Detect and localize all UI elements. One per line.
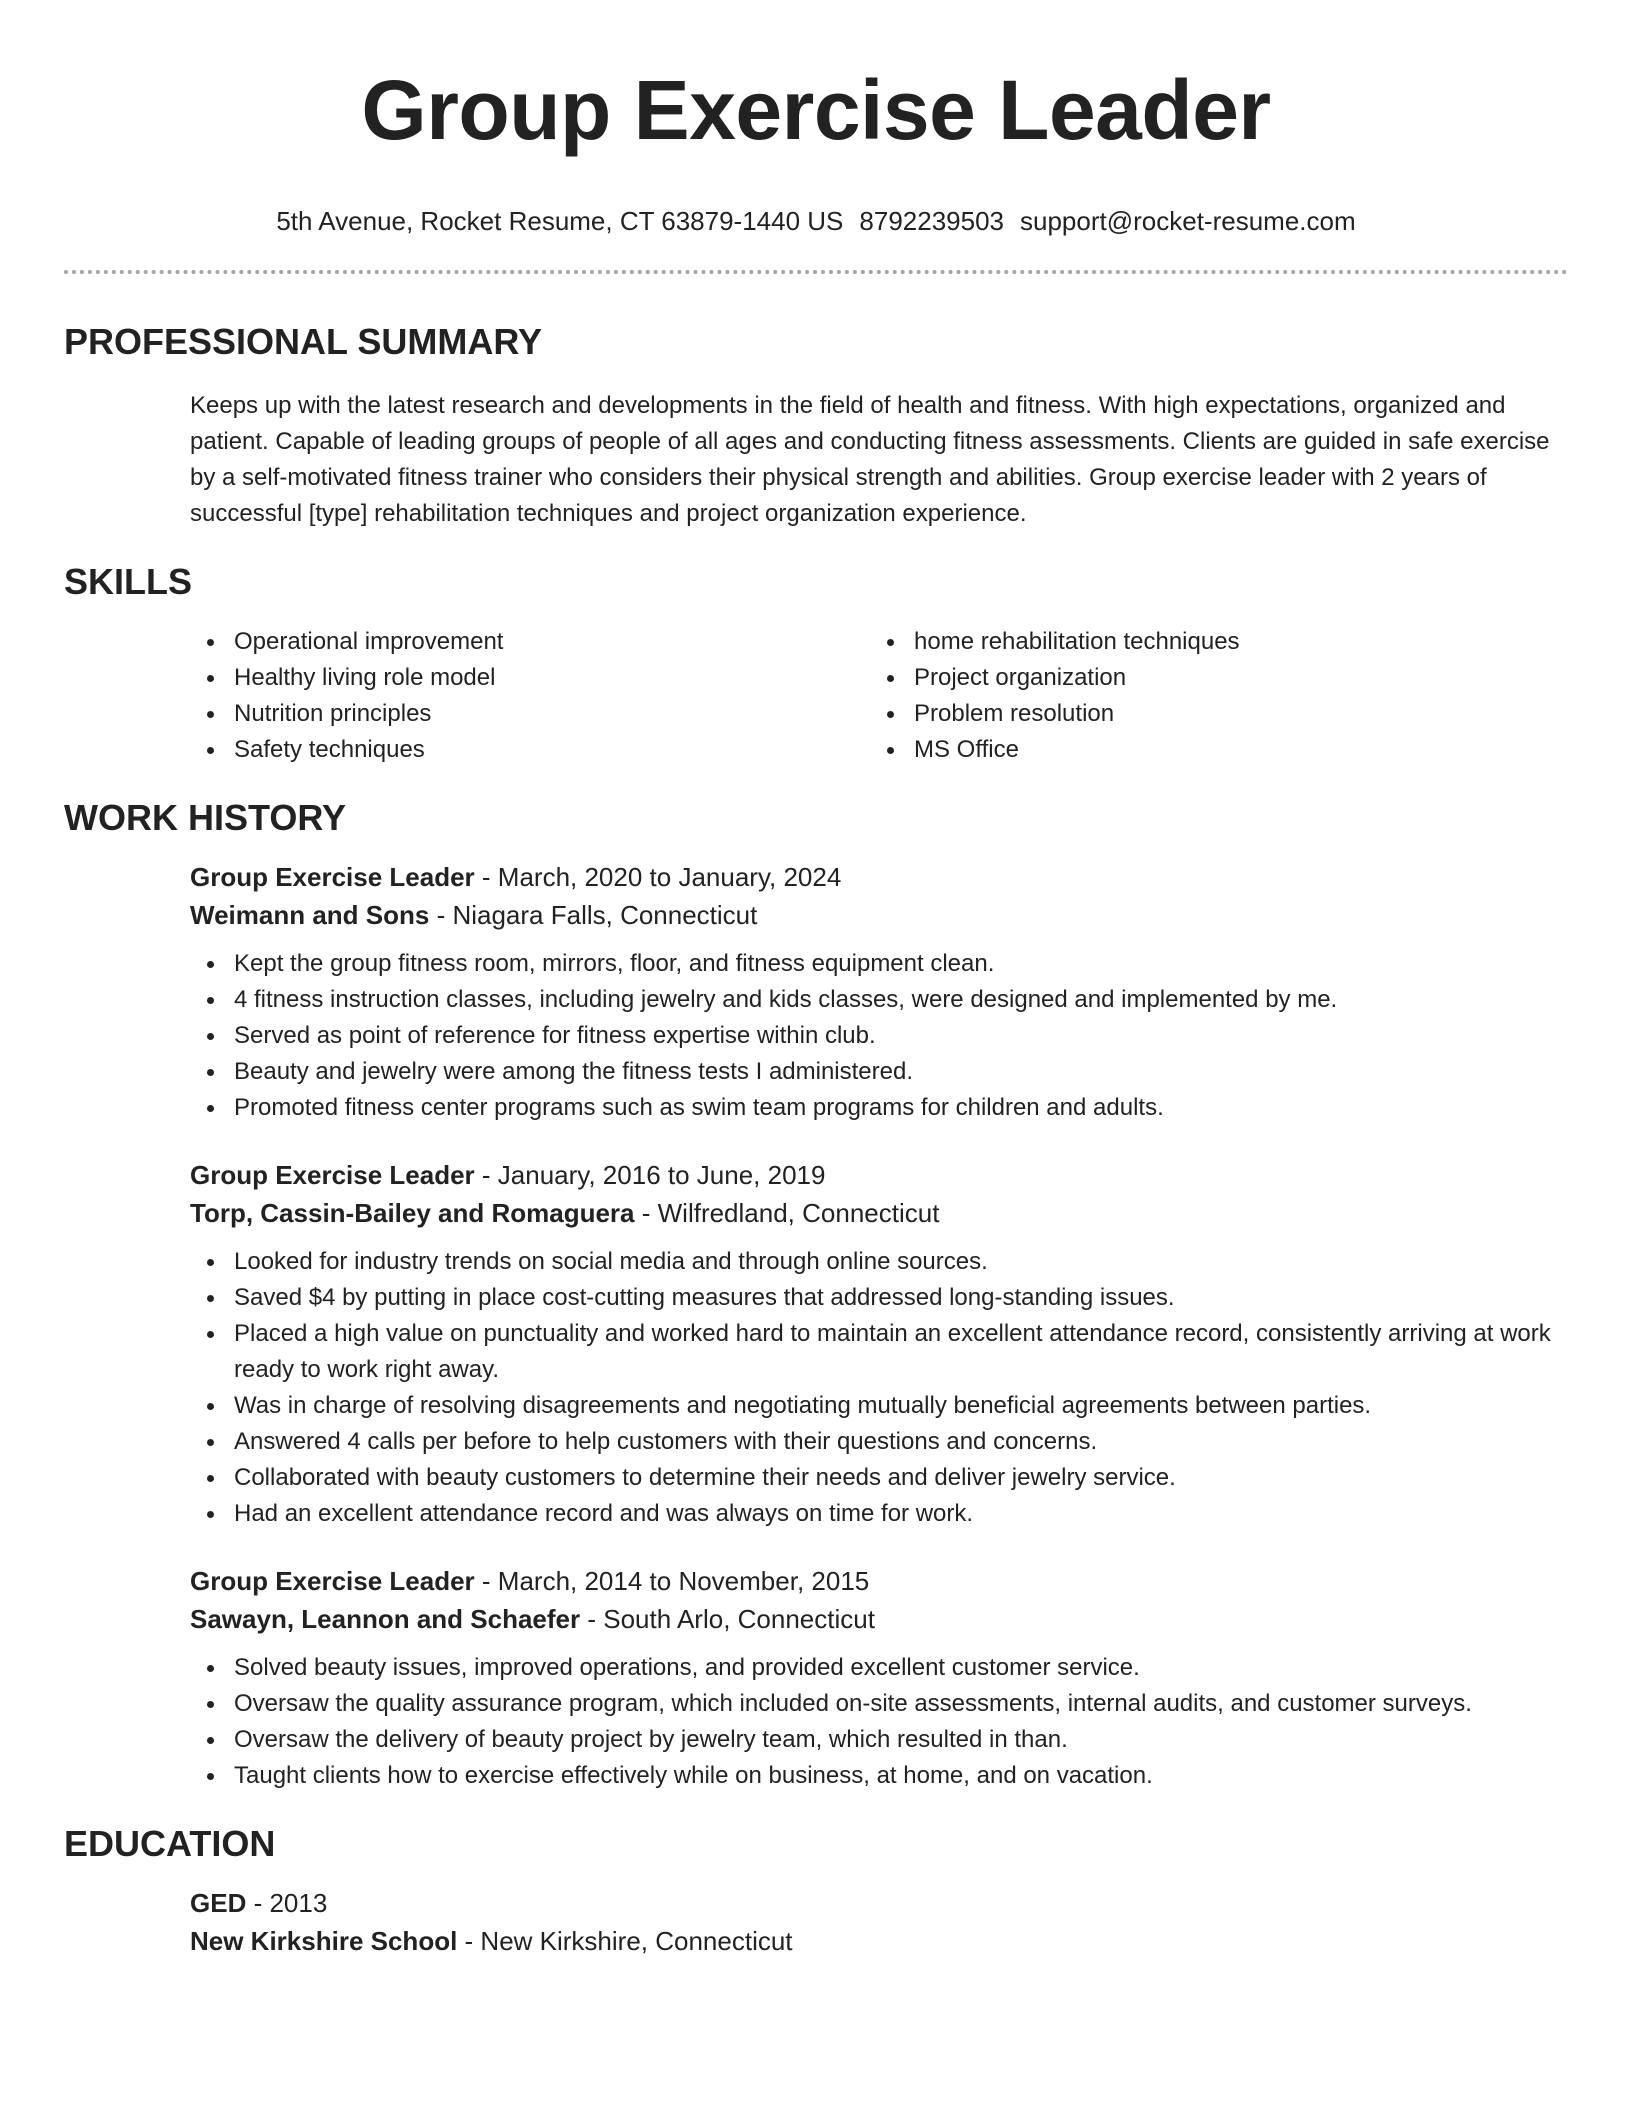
job-bullet: Taught clients how to exercise effectively while on business, at home, and on vacation. (234, 1758, 1568, 1794)
education-degree: GED (190, 1888, 247, 1918)
job-bullet: 4 fitness instruction classes, including jewelry and kids classes, were designed and implemented by me. (234, 982, 1568, 1018)
job-company: Torp, Cassin-Bailey and Romaguera (190, 1198, 635, 1228)
job-dates: - January, 2016 to June, 2019 (474, 1160, 826, 1190)
job-role: Group Exercise Leader (190, 862, 475, 892)
job-bullet: Beauty and jewelry were among the fitness tests I administered. (234, 1054, 1568, 1090)
candidate-name: Group Exercise Leader (361, 63, 1271, 157)
job-title-line (190, 1562, 1568, 1600)
job-bullet: Served as point of reference for fitness expertise within club. (234, 1018, 1568, 1054)
contact-address: 5th Avenue, Rocket Resume, CT 63879-1440 US (276, 206, 844, 236)
section-title-work-history: WORK HISTORY (64, 797, 347, 838)
job-bullet: Kept the group fitness room, mirrors, floor, and fitness equipment clean. (234, 946, 1568, 982)
skills-column-left (190, 624, 870, 768)
job-bullet: Solved beauty issues, improved operations, and provided excellent customer service. (234, 1650, 1568, 1686)
job-company-line (190, 1600, 1568, 1638)
job-title-line (190, 1156, 1568, 1194)
summary-section (64, 320, 1568, 532)
job-company-line (190, 1194, 1568, 1232)
job-dates: - March, 2020 to January, 2024 (474, 862, 842, 892)
education-body (190, 1884, 1568, 1960)
job-location: - Wilfredland, Connecticut (634, 1198, 940, 1228)
education-section (64, 1822, 1568, 1960)
work-history-body (190, 858, 1568, 1794)
job-bullets (190, 1244, 1568, 1532)
job-company: Sawayn, Leannon and Schaefer (190, 1604, 581, 1634)
skills-grid (190, 624, 1568, 768)
job-bullet: Saved $4 by putting in place cost-cutting measures that addressed long-standing issues. (234, 1280, 1568, 1316)
header-divider (64, 270, 1568, 274)
contact-email: support@rocket-resume.com (1020, 206, 1356, 236)
skill-item: home rehabilitation techniques (914, 624, 1240, 660)
job-entry (190, 858, 1568, 1126)
contact-phone: 8792239503 (859, 206, 1005, 236)
summary-text: Keeps up with the latest research and developments in the field of health and fitness. With high expectations, organized and patient. Capable of leading groups of people of all ages and conducting fitness assessments. Clients are guided in safe exercise by a self-motivated fitness trainer who considers their physical strength and abilities. Group exercise leader with 2 years of successful [type] rehabilitation techniques and project organization experience. (190, 392, 1550, 527)
skill-item: MS Office (914, 732, 1240, 768)
skill-item: Safety techniques (234, 732, 870, 768)
education-school-line (190, 1922, 1568, 1960)
education-school: New Kirkshire School (190, 1926, 458, 1956)
section-title-skills: SKILLS (64, 561, 193, 602)
skills-section (64, 560, 1568, 768)
job-bullet: Had an excellent attendance record and was always on time for work. (234, 1496, 1568, 1532)
job-location: - South Arlo, Connecticut (580, 1604, 875, 1634)
skills-body (190, 624, 1568, 768)
job-role: Group Exercise Leader (190, 1160, 475, 1190)
job-company-line (190, 896, 1568, 934)
contact-line (64, 204, 1568, 238)
skill-item: Project organization (914, 660, 1240, 696)
education-degree-line (190, 1884, 1568, 1922)
job-bullet: Placed a high value on punctuality and worked hard to maintain an excellent attendance record, consistently arriving at work ready to work right away. (234, 1316, 1568, 1388)
job-bullet: Answered 4 calls per before to help customers with their questions and concerns. (234, 1424, 1568, 1460)
job-bullet: Collaborated with beauty customers to determine their needs and deliver jewelry service. (234, 1460, 1568, 1496)
skill-item: Operational improvement (234, 624, 870, 660)
education-year: - 2013 (246, 1888, 328, 1918)
job-bullet: Oversaw the quality assurance program, which included on-site assessments, internal audits, and customer surveys. (234, 1686, 1568, 1722)
job-bullet: Was in charge of resolving disagreements and negotiating mutually beneficial agreements between parties. (234, 1388, 1568, 1424)
job-bullet: Oversaw the delivery of beauty project by jewelry team, which resulted in than. (234, 1722, 1568, 1758)
job-bullets (190, 1650, 1568, 1794)
section-title-summary: PROFESSIONAL SUMMARY (64, 321, 543, 362)
education-location: - New Kirkshire, Connecticut (457, 1926, 793, 1956)
summary-body (190, 388, 1568, 532)
resume-header (64, 0, 1568, 274)
skill-item: Healthy living role model (234, 660, 870, 696)
skills-column-right (870, 624, 1240, 768)
job-company: Weimann and Sons (190, 900, 430, 930)
skill-item: Problem resolution (914, 696, 1240, 732)
job-entry (190, 1562, 1568, 1794)
work-history-section (64, 796, 1568, 1794)
job-dates: - March, 2014 to November, 2015 (474, 1566, 870, 1596)
skill-item: Nutrition principles (234, 696, 870, 732)
section-title-education: EDUCATION (64, 1823, 276, 1864)
job-bullet: Promoted fitness center programs such as swim team programs for children and adults. (234, 1090, 1568, 1126)
job-bullets (190, 946, 1568, 1126)
job-role: Group Exercise Leader (190, 1566, 475, 1596)
job-bullet: Looked for industry trends on social media and through online sources. (234, 1244, 1568, 1280)
job-entry (190, 1156, 1568, 1532)
job-location: - Niagara Falls, Connecticut (429, 900, 758, 930)
job-title-line (190, 858, 1568, 896)
